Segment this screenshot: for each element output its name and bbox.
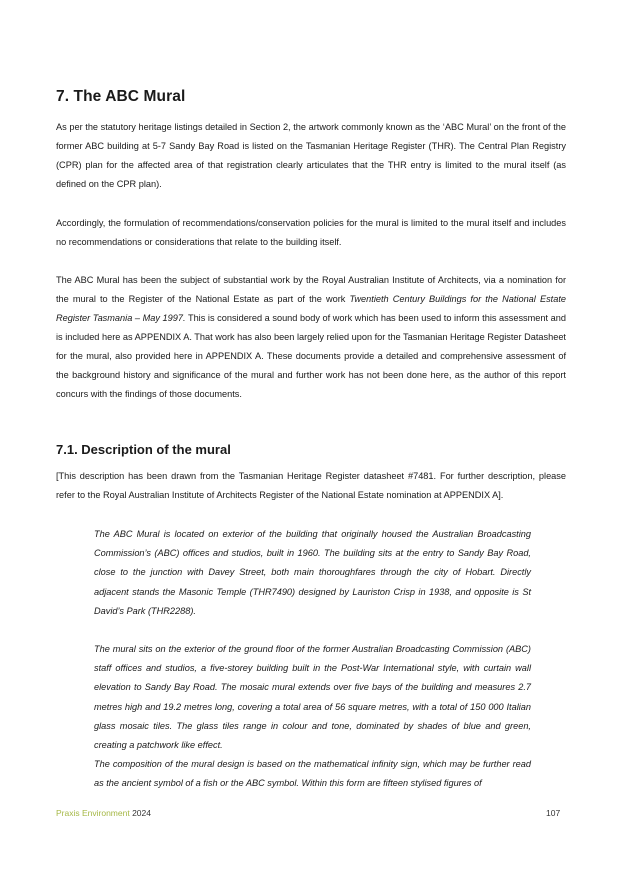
paragraph-1: As per the statutory heritage listings detailed in Section 2, the artwork commonly known as the ‘ABC Mural’ on the front of the former ABC building at 5-7 Sandy Bay Road is listed on the Tasmanian Heritage Register (THR). The Central Plan Registry (CPR) plan for the affected area of that registration clearly articulates that the THR entry is limited to the mural itself (as defined on the CPR plan). xyxy=(56,122,566,189)
quote-paragraph-3: The composition of the mural design is based on the mathematical infinity sign, which may be further read as the ancient symbol of a fish or the ABC symbol. Within this form are fifteen stylised figures of xyxy=(94,759,531,789)
paragraph-3 xyxy=(56,271,566,404)
paragraph-3-text: The ABC Mural has been the subject of substantial work by the Royal Australian Institute of Architects, via a nomination for the mural to the Register of the National Estate as part of the work xyxy=(56,275,566,304)
footer-brand: Praxis Environment xyxy=(56,808,130,818)
footer-year: 2024 xyxy=(132,808,151,818)
paragraph-2: Accordingly, the formulation of recommendations/conservation policies for the mural is limited to the mural itself and includes no recommendations or considerations that relate to the building itself. xyxy=(56,218,566,247)
subsection-heading: 7.1. Description of the mural xyxy=(56,442,231,457)
subsection-intro: [This description has been drawn from the Tasmanian Heritage Register datasheet #7481. For further description, please refer to the Royal Australian Institute of Architects Register of the National Estate nomination at APPENDIX A]. xyxy=(56,471,566,500)
footer-brand-line xyxy=(56,808,151,818)
quote-paragraph-2: The mural sits on the exterior of the ground floor of the former Australian Broadcasting Commission (ABC) staff offices and studios, a five-storey building built in the Post-War International style, with curtain wall elevation to Sandy Bay Road. The mosaic mural extends over five bays of the building and measures 2.7 metres high and 19.2 metres long, covering a total area of 56 square metres, with a total of 150 000 Italian glass mosaic tiles. The glass tiles range in colour and tone, dominated by shades of blue and green, creating a patchwork like effect. xyxy=(94,644,531,751)
paragraph-3-text-cont: This is considered a sound body of work which has been used to inform this assessment and is included here as APPENDIX A. That work has also been largely relied upon for the Tasmanian Heritage Register Datasheet for the mural, also provided here in APPENDIX A. These documents provide a detailed and comprehensive assessment of the background history and significance of the mural and further work has not been done here, as the author of this report concurs with the findings of those documents. xyxy=(56,313,566,399)
section-heading: 7. The ABC Mural xyxy=(56,88,186,105)
page-number: 107 xyxy=(546,808,561,818)
paragraph-3-publication-title: Twentieth Century Buildings for the National Estate Register Tasmania – May 1997. xyxy=(56,294,566,323)
quote-paragraph-1: The ABC Mural is located on exterior of the building that originally housed the Australian Broadcasting Commission’s (ABC) offices and studios, built in 1960. The building sits at the entry to Sandy Bay Road, close to the junction with Davey Street, both main thoroughfares through the city of Hobart. Directly adjacent stands the Masonic Temple (THR7490) designed by Lauriston Crisp in 1938, and opposite is St David’s Park (THR2288). xyxy=(94,529,531,616)
